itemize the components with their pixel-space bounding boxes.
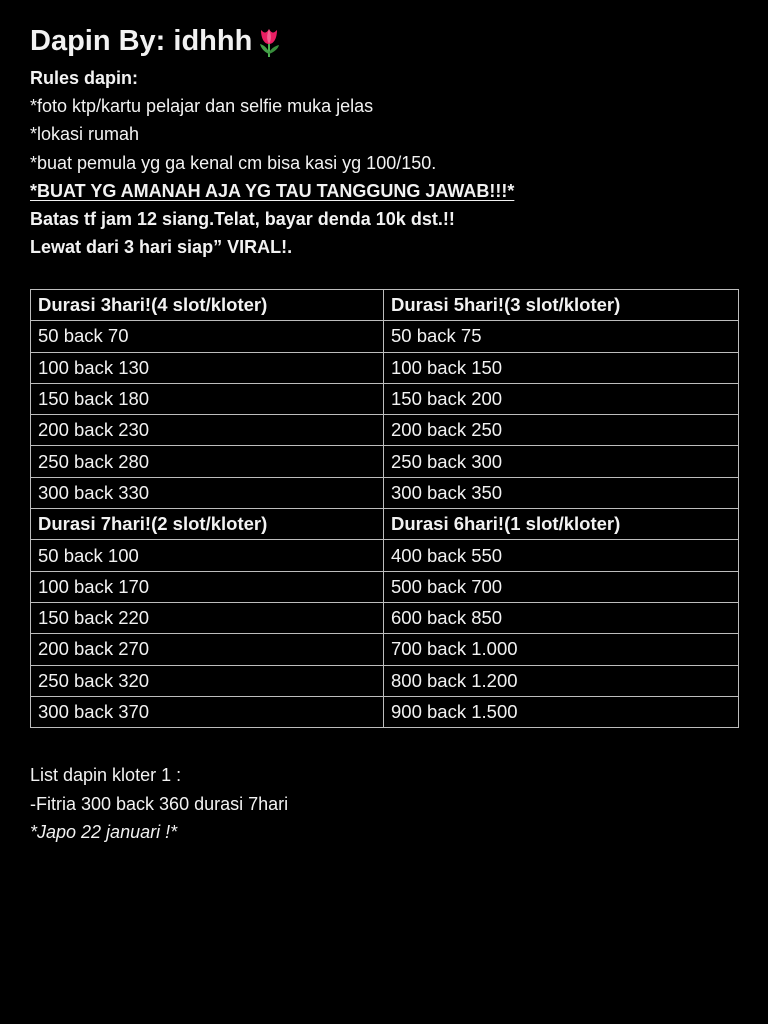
table-cell: 200 back 250 [384,415,739,446]
table-row [31,665,739,696]
table-cell: 50 back 70 [31,321,384,352]
table-header-cell: Durasi 3hari!(4 slot/kloter) [31,290,384,321]
table-row [31,321,739,352]
rule-viral: Lewat dari 3 hari siap” VIRAL!. [30,237,293,258]
rule-item: *buat pemula yg ga kenal cm bisa kasi yg 100/150. [30,152,437,173]
table-cell: 150 back 200 [384,383,739,414]
list-item: -Fitria 300 back 360 durasi 7hari [30,793,289,814]
table-cell: 250 back 320 [31,665,384,696]
table-row [31,696,739,727]
table-cell: 600 back 850 [384,602,739,633]
table-cell: 400 back 550 [384,540,739,571]
table-row [31,634,739,665]
table-cell: 700 back 1.000 [384,634,739,665]
document [30,22,738,842]
table-row [31,540,739,571]
table-cell: 200 back 270 [31,634,384,665]
table-cell: 150 back 220 [31,602,384,633]
table-cell: 100 back 170 [31,571,384,602]
table-row [31,602,739,633]
rules-heading: Rules dapin: [30,68,139,88]
table-row [31,352,739,383]
table-cell: 200 back 230 [31,415,384,446]
table-header-cell: Durasi 5hari!(3 slot/kloter) [384,290,739,321]
table-cell: 100 back 150 [384,352,739,383]
footer-section [30,761,288,847]
table-row [31,571,739,602]
table-row [31,383,739,414]
table-cell: 250 back 280 [31,446,384,477]
table-cell: 900 back 1.500 [384,696,739,727]
table-header-cell: Durasi 7hari!(2 slot/kloter) [31,509,384,540]
table-cell: 800 back 1.200 [384,665,739,696]
table-cell: 500 back 700 [384,571,739,602]
rule-item: *foto ktp/kartu pelajar dan selfie muka jelas [30,96,374,117]
table-cell: 150 back 180 [31,383,384,414]
footer-note: *Japo 22 januari !* [30,822,178,842]
page-title [30,22,738,60]
table-header-row [31,509,739,540]
title-text: Dapin By: idhhh [30,25,253,57]
list-heading: List dapin kloter 1 : [30,765,182,785]
table-cell: 50 back 75 [384,321,739,352]
rule-deadline: Batas tf jam 12 siang.Telat, bayar denda 10k dst.!! [30,209,455,230]
rule-item: *lokasi rumah [30,124,140,145]
tulip-icon [256,26,282,58]
table-cell: 250 back 300 [384,446,739,477]
rules-section [30,64,738,261]
table-cell: 300 back 350 [384,477,739,508]
table-row [31,477,739,508]
table-cell: 300 back 330 [31,477,384,508]
table-cell: 300 back 370 [31,696,384,727]
dapin-rate-table [30,289,739,728]
table-cell: 50 back 100 [31,540,384,571]
rule-warning: *BUAT YG AMANAH AJA YG TAU TANGGUNG JAWAB!!!* [30,180,515,201]
table-header-row [31,290,739,321]
table-row [31,446,739,477]
table-header-cell: Durasi 6hari!(1 slot/kloter) [384,509,739,540]
table-cell: 100 back 130 [31,352,384,383]
table-row [31,415,739,446]
